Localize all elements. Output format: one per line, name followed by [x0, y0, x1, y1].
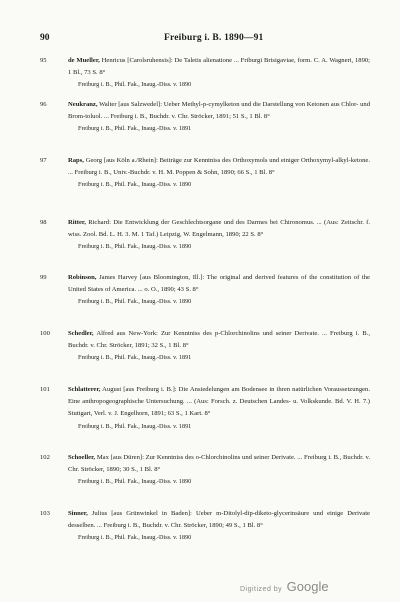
entry-text: James Harvey [aus Bloomington, Ill.]: The original and derived features of the constitution of the United States of America. ... o. O., 1890; 43 S. 8°	[68, 274, 370, 294]
entry-text: August [aus Freiburg i. B.]: Die Ansiedelungen am Bodensee in ihren natürlichen Voraussetzungen. Eine anthropogeographische Untersuchung. ... (Aus: Forsch. z. Deutschen Landes- u. Volkskunde. Bd. V. H. 7.) Stuttgart, Verl. v. J. Engelhorn, 1891; 63 S., 1 Kart. 8°	[68, 386, 370, 418]
entry-note: Freiburg i. B., Phil. Fak., Inaug.-Diss. v. 1890	[78, 534, 192, 542]
entry-text: Georg [aus Köln a./Rhein]: Beiträge zur Kenntniss des Orthoxymols und einiger Orthoxymyl-alkyl-ketone. ... Freiburg i. B., Univ.-Buchdr. v. H. M. Poppen & Sohn, 1890; 66 S., 1 Bl. 8°	[68, 157, 370, 177]
entry-note: Freiburg i. B., Phil. Fak., Inaug.-Diss. v. 1891	[78, 125, 192, 133]
entry-text: Julius [aus Grünwinkel in Baden]: Ueber m-Ditolyl-dip-diketo-glycerinsäure und einige Derivate desselben. ... Freiburg i. B., Buchdr. v. Chr. Ströcker, 1890; 49 S., 1 Bl. 8°	[68, 510, 370, 530]
running-title: Freiburg i. B. 1890—91	[164, 33, 264, 43]
page-number: 90	[40, 33, 50, 43]
entry-author: Schedler,	[68, 330, 94, 337]
entry-author: Sinner,	[68, 510, 88, 517]
bibliography-entry-102	[40, 452, 370, 489]
entry-number: 99	[40, 274, 47, 281]
bibliography-entry-96	[40, 99, 370, 136]
entry-number: 98	[40, 219, 47, 226]
bibliography-entry-101	[40, 384, 370, 433]
page-header	[40, 33, 370, 47]
entry-author: Schlatterer,	[68, 386, 101, 393]
bibliography-entry-95	[40, 55, 370, 92]
entry-author: Neukranz,	[68, 101, 98, 108]
digitized-by-label: Digitized by	[240, 586, 283, 593]
entry-note: Freiburg i. B., Phil. Fak., Inaug.-Diss. v. 1890	[78, 478, 192, 486]
entry-note: Freiburg i. B., Phil. Fak., Inaug.-Diss. v. 1890	[78, 81, 192, 89]
entry-number: 95	[40, 57, 47, 64]
bibliography-entry-98	[40, 217, 370, 254]
entry-number: 100	[40, 330, 50, 337]
entry-author: Ritter,	[68, 219, 86, 226]
bibliography-entry-99	[40, 272, 370, 309]
entry-number: 102	[40, 454, 50, 461]
entry-author: de Mueller,	[68, 57, 100, 64]
entry-note: Freiburg i. B., Phil. Fak., Inaug.-Diss. v. 1891	[78, 422, 192, 430]
entry-note: Freiburg i. B., Phil. Fak., Inaug.-Diss. v. 1890	[78, 298, 192, 306]
bibliography-entry-100	[40, 328, 370, 365]
entry-author: Robinson,	[68, 274, 97, 281]
google-logo: Google	[286, 579, 329, 594]
entry-text: Henricus [Carolsruhensis]: De Taletis alienatione ... Friburgi Brisigaviae, form. C. A. Wagneri, 1890; 1 Bl., 73 S. 8°	[68, 57, 371, 77]
entry-text: Alfred aus New-York: Zur Kenntniss des p-Chlorchinolins und seiner Derivate. ... Freiburg i. B., Buchdr. v. Chr. Ströcker, 1891; 32 S., 1 Bl. 8°	[68, 330, 370, 350]
entry-number: 103	[40, 510, 50, 517]
entry-note: Freiburg i. B., Phil. Fak., Inaug.-Diss. v. 1890	[78, 243, 192, 251]
entry-text: Max [aus Düren]: Zur Kenntniss des o-Chlorchinolins und seiner Derivate. ... Freiburg i. B., Buchdr. v. Chr. Ströcker, 1890; 30 S., 1 Bl. 8°	[68, 454, 370, 474]
bibliography-entry-97	[40, 155, 370, 192]
entry-author: Schoeller,	[68, 454, 96, 461]
entry-text: Walter [aus Salzwedel]: Ueber Methyl-p-cymylketon und die Darstellung von Ketonen aus Chlor- und Brom-toluol. ... Freiburg i. B., Buchdr. v. Chr. Ströcker, 1891; 51 S., 1 Bl. 8°	[68, 101, 370, 121]
entry-note: Freiburg i. B., Phil. Fak., Inaug.-Diss. v. 1891	[78, 354, 192, 362]
entry-note: Freiburg i. B., Phil. Fak., Inaug.-Diss. v. 1890	[78, 181, 192, 189]
google-watermark	[240, 578, 329, 596]
entry-number: 101	[40, 386, 50, 393]
entry-number: 96	[40, 101, 47, 108]
entry-text: Richard: Die Entwicklung der Geschlechtsorgane und des Darmes bei Chironomus. ... (Aus: Zeitschr. f. wiss. Zool. Bd. L. H. 3. M. 1 Taf.) Leipzig, W. Engelmann, 1890; 22 S. 8°	[68, 219, 370, 239]
entry-author: Raps,	[68, 157, 84, 164]
bibliography-entry-103	[40, 508, 370, 545]
entry-number: 97	[40, 157, 47, 164]
